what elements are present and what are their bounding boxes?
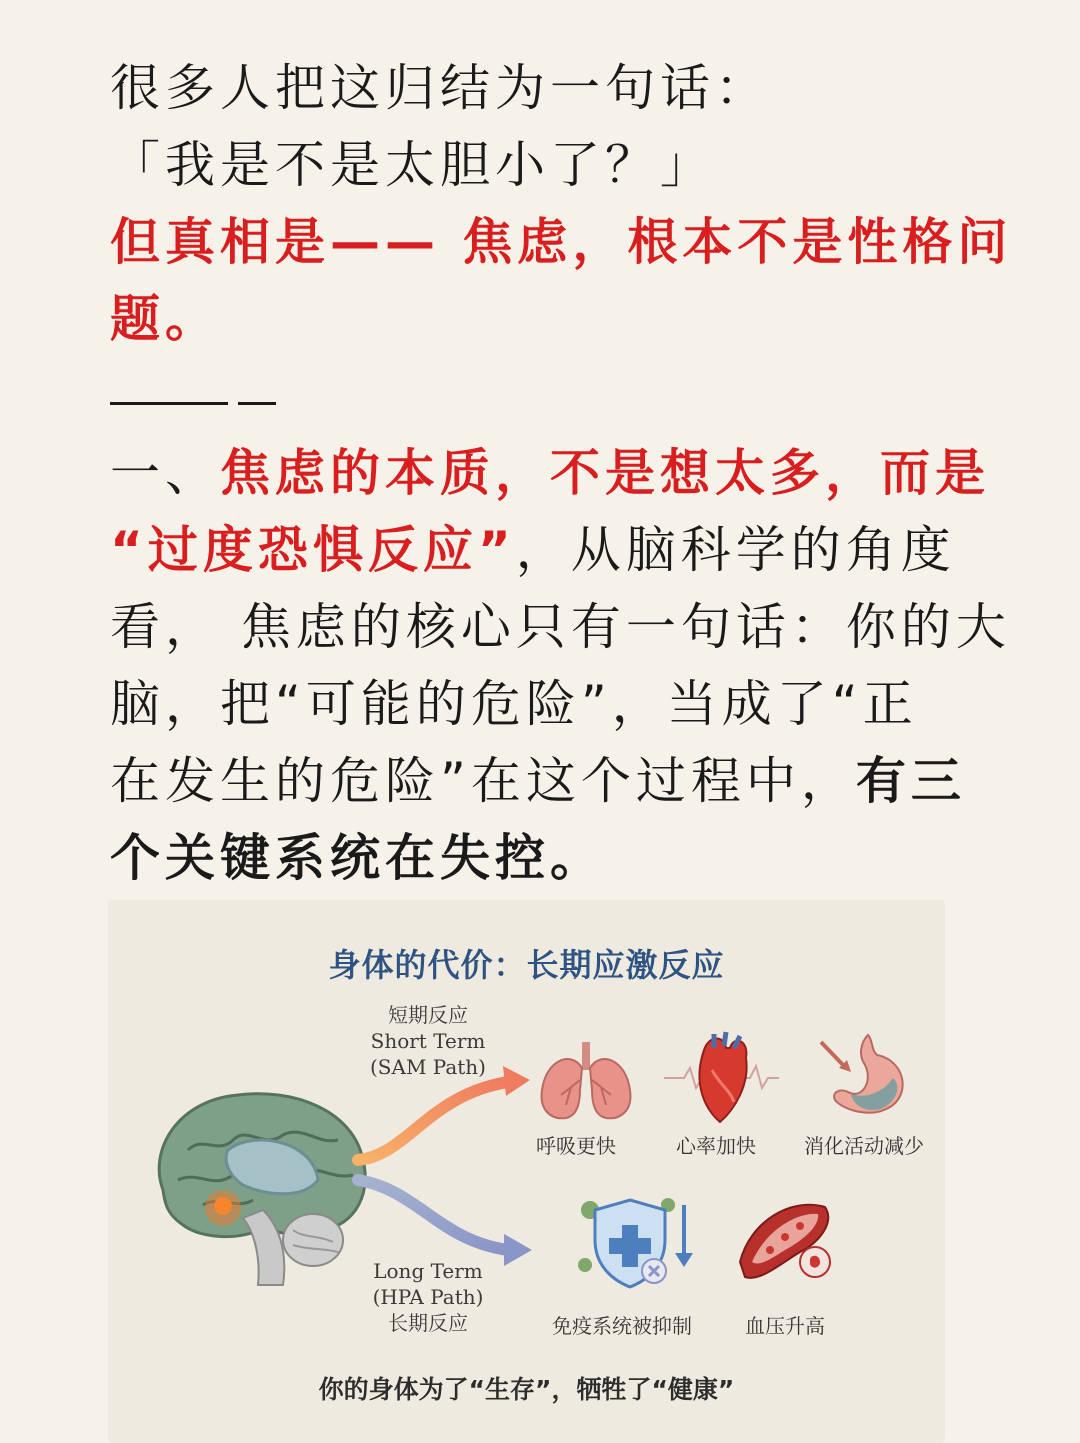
line2-rest: ，从脑科学的角度 [515,521,956,579]
section-heading [110,435,990,512]
long-term-en: Long Term [373,1259,483,1283]
effect-blood-pressure: 血压升高 [745,1314,825,1338]
section-heading-red: 焦虑的本质，不是想太多，而是 [220,444,990,502]
long-term-path: (HPA Path) [372,1285,484,1309]
section-line-3: 看， 焦虑的核心只有一句话：你的大 [110,598,1011,656]
long-term-zh: 长期反应 [388,1311,468,1335]
effect-immune: 免疫系统被抑制 [552,1314,692,1338]
divider [110,358,970,435]
long-term-label [358,1258,498,1336]
section-line-5 [110,743,970,820]
intro-line-1: 很多人把这归结为一句话： [110,59,770,117]
blood-vessel-icon [730,1192,840,1287]
truth-line-1: 但真相是—— 焦虑，根本不是性格问 [110,213,1013,271]
section-line-2 [110,512,970,589]
stomach-icon [813,1030,913,1120]
short-term-en: Short Term [370,1029,486,1053]
short-term-label [358,1002,498,1080]
short-term-path: (SAM Path) [370,1055,486,1079]
infographic-card [108,900,945,1443]
quote-red: “过度恐惧反应” [110,521,516,579]
heart-icon [664,1030,779,1125]
effect-heart-rate: 心率加快 [676,1134,756,1158]
brain-icon [143,1080,383,1290]
article-text [110,50,1013,897]
effect-digestion: 消化活动减少 [804,1134,924,1158]
section-line-4: 脑，把“可能的危险”，当成了“正 [110,675,918,733]
lungs-icon [536,1040,636,1125]
infographic-title: 身体的代价：长期应激反应 [328,946,725,984]
shield-icon [570,1195,700,1290]
line5-regular: 在发生的危险”在这个过程中， [110,752,856,810]
intro-line-2: 「我是不是太胆小了？」 [110,136,715,194]
effect-breathing: 呼吸更快 [536,1134,616,1158]
section-line-6: 个关键系统在失控。 [110,829,605,887]
infographic-conclusion: 你的身体为了“生存”，牺牲了“健康” [318,1375,735,1404]
truth-line-2: 题。 [110,290,220,348]
section-prefix: 一、 [110,444,220,502]
short-term-zh: 短期反应 [388,1003,468,1027]
line5-bold: 有三 [855,752,966,810]
